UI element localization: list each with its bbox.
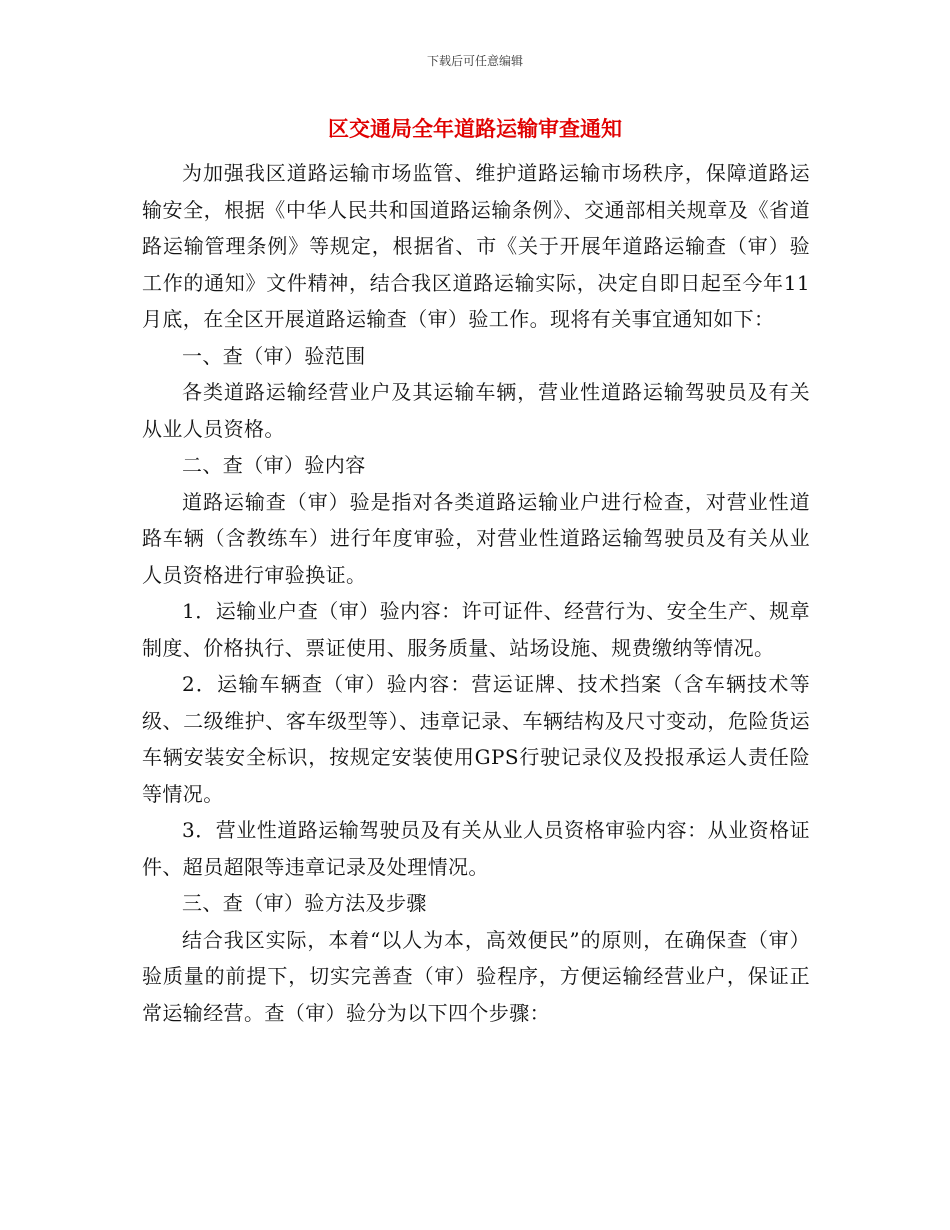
- header-note: 下载后可任意编辑: [426, 54, 523, 68]
- document-body: [142, 155, 810, 1031]
- list-item-drivers: 3．营业性道路运输驾驶员及有关从业人员资格审验内容：从业资格证件、超员超限等违章记录及处理情况。: [142, 818, 810, 879]
- section-heading-content: 二、查（审）验内容: [182, 453, 366, 477]
- paragraph-scope: 各类道路运输经营业户及其运输车辆，营业性道路运输驾驶员及有关从业人员资格。: [142, 380, 810, 441]
- paragraph-methods: 结合我区实际，本着“以人为本，高效便民”的原则，在确保查（审）验质量的前提下，切实完善查（审）验程序，方便运输经营业户，保证正常运输经营。查（审）验分为以下四个步骤：: [142, 927, 810, 1025]
- document-title: 区交通局全年道路运输审查通知: [328, 117, 622, 141]
- section-heading-methods: 三、查（审）验方法及步骤: [182, 891, 427, 915]
- section-heading-scope: 一、查（审）验范围: [182, 343, 366, 368]
- paragraph-intro: 为加强我区道路运输市场监管、维护道路运输市场秩序，保障道路运输安全，根据《中华人民共和国道路运输条例》、交通部相关规章及《省道路运输管理条例》等规定，根据省、市《关于开展年道路运输查（审）验工作的通知》文件精神，结合我区道路运输实际，决定自即日起至今年11月底，在全区开展道路运输查（审）验工作。现将有关事宜通知如下：: [142, 161, 810, 331]
- list-item-operators: 1．运输业户查（审）验内容：许可证件、经营行为、安全生产、规章制度、价格执行、票证使用、服务质量、站场设施、规费缴纳等情况。: [142, 599, 810, 660]
- list-item-vehicles: 2．运输车辆查（审）验内容：营运证牌、技术挡案（含车辆技术等级、二级维护、客车级型等）、违章记录、车辆结构及尺寸变动，危险货运车辆安装安全标识，按规定安装使用GPS行驶记录仪及投报承运人责任险等情况。: [142, 672, 810, 806]
- paragraph-content: 道路运输查（审）验是指对各类道路运输业户进行检查，对营业性道路车辆（含教练车）进行年度审验，对营业性道路运输驾驶员及有关从业人员资格进行审验换证。: [142, 489, 810, 587]
